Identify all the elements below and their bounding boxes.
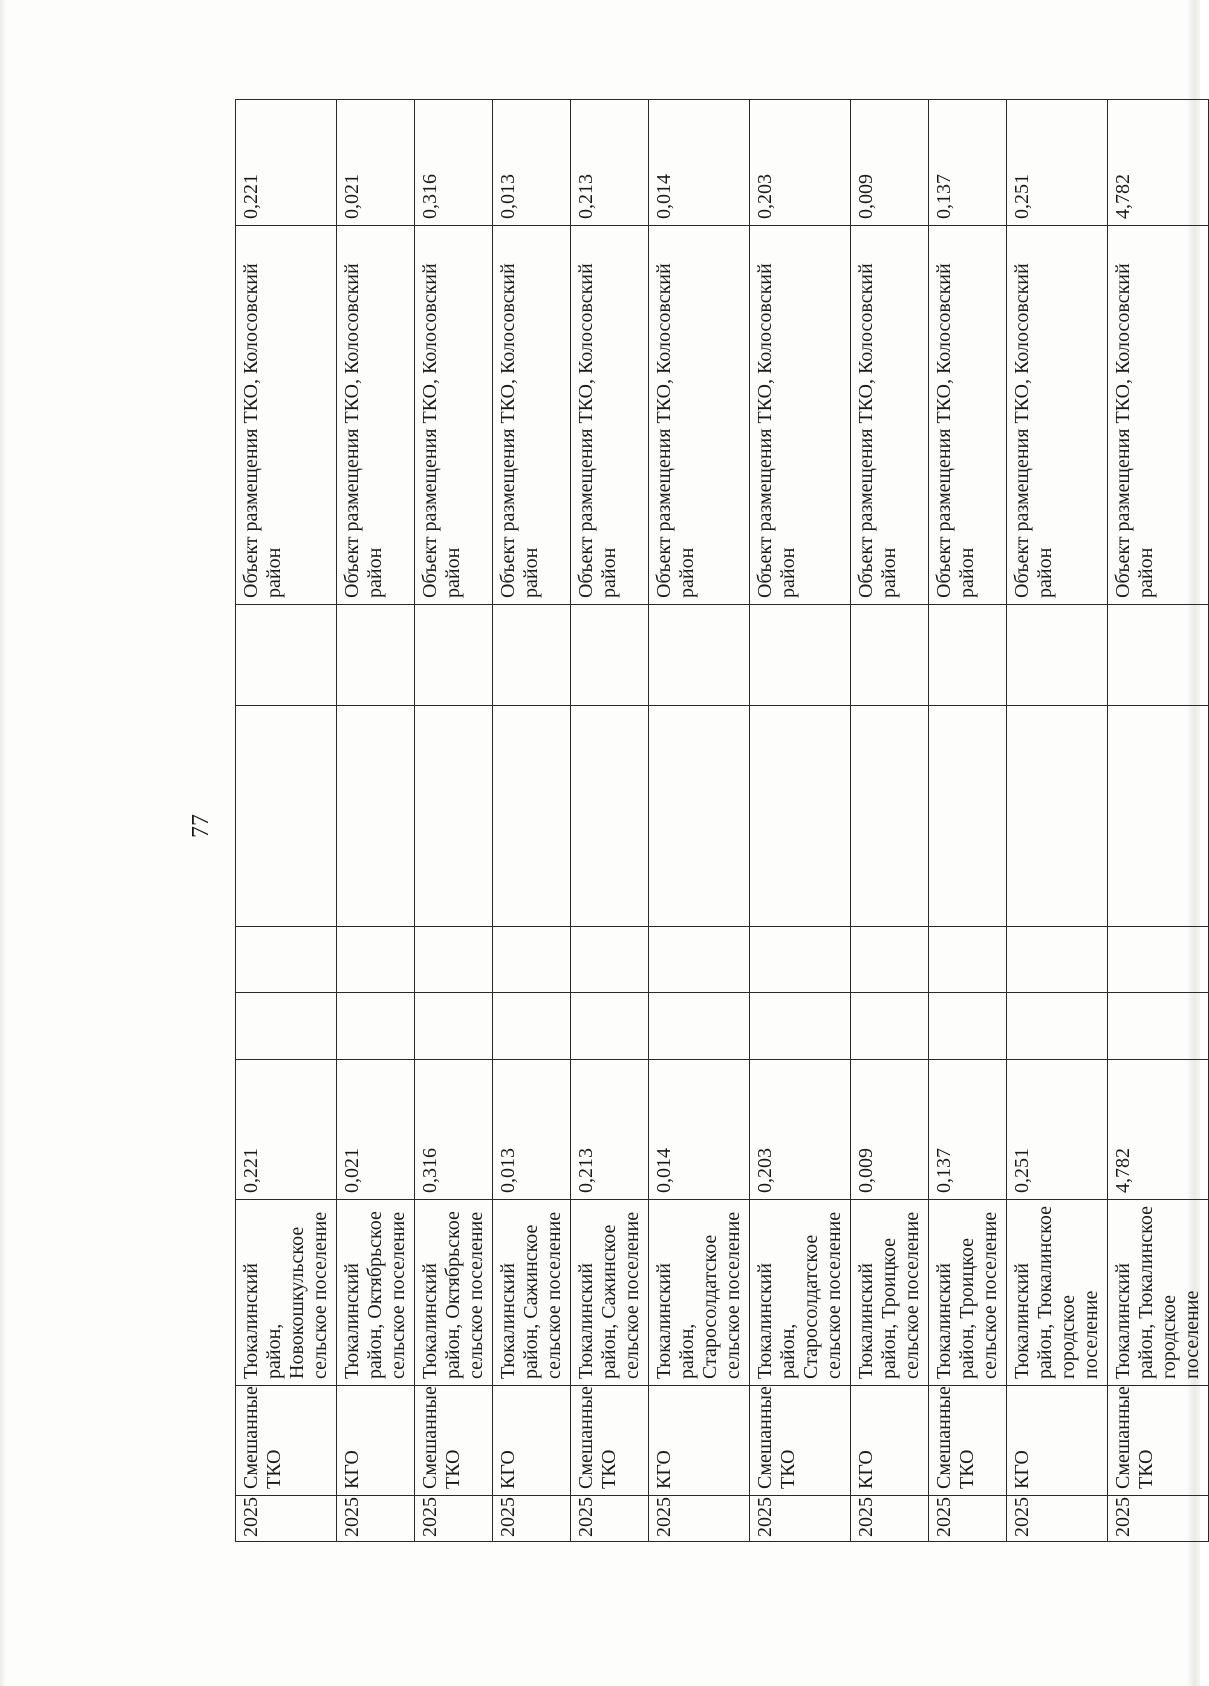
rotated-document	[135, 100, 1203, 1542]
waste-flow-table	[235, 99, 1209, 1542]
cell-empty	[1108, 993, 1209, 1060]
cell-destination: Объект размещения ТКО, Колосовский район	[851, 226, 929, 605]
cell-empty	[236, 605, 337, 706]
cell-empty	[649, 605, 750, 706]
cell-empty	[571, 927, 649, 993]
cell-empty	[851, 993, 929, 1060]
cell-amount-placed: 0,013	[493, 100, 571, 226]
cell-destination: Объект размещения ТКО, Колосовский район	[750, 226, 851, 605]
cell-amount: 0,221	[236, 1060, 337, 1200]
cell-empty	[929, 605, 1007, 706]
cell-amount: 0,009	[851, 1060, 929, 1200]
cell-amount-placed: 0,137	[929, 100, 1007, 226]
cell-amount-placed: 0,251	[1007, 100, 1108, 226]
cell-destination: Объект размещения ТКО, Колосовский район	[929, 226, 1007, 605]
cell-year: 2025	[851, 1496, 929, 1542]
cell-empty	[851, 706, 929, 927]
cell-waste-type: КГО	[649, 1386, 750, 1496]
cell-empty	[415, 706, 493, 927]
table-row	[1007, 100, 1108, 1542]
cell-empty	[649, 993, 750, 1060]
cell-year: 2025	[493, 1496, 571, 1542]
cell-destination: Объект размещения ТКО, Колосовский район	[337, 226, 415, 605]
table-row	[571, 100, 649, 1542]
cell-empty	[649, 706, 750, 927]
cell-empty	[493, 706, 571, 927]
table-body	[236, 100, 1209, 1542]
cell-empty	[1007, 993, 1108, 1060]
cell-empty	[649, 927, 750, 993]
cell-source: Тюкалинский район, Тюкалинское городское поселение	[1007, 1200, 1108, 1386]
cell-amount-placed: 0,021	[337, 100, 415, 226]
cell-destination: Объект размещения ТКО, Колосовский район	[493, 226, 571, 605]
cell-empty	[236, 927, 337, 993]
cell-waste-type: КГО	[337, 1386, 415, 1496]
cell-year: 2025	[929, 1496, 1007, 1542]
cell-empty	[337, 706, 415, 927]
cell-empty	[851, 927, 929, 993]
cell-year: 2025	[1108, 1496, 1209, 1542]
cell-amount: 0,203	[750, 1060, 851, 1200]
cell-amount-placed: 0,014	[649, 100, 750, 226]
cell-amount: 0,137	[929, 1060, 1007, 1200]
cell-empty	[750, 706, 851, 927]
cell-empty	[1007, 605, 1108, 706]
cell-amount-placed: 0,009	[851, 100, 929, 226]
cell-empty	[236, 706, 337, 927]
cell-empty	[929, 706, 1007, 927]
table-row	[851, 100, 929, 1542]
cell-year: 2025	[750, 1496, 851, 1542]
cell-waste-type: Смешанные ТКО	[236, 1386, 337, 1496]
table-row	[337, 100, 415, 1542]
table-row	[236, 100, 337, 1542]
cell-amount: 0,013	[493, 1060, 571, 1200]
cell-amount: 0,213	[571, 1060, 649, 1200]
cell-waste-type: КГО	[851, 1386, 929, 1496]
cell-source: Тюкалинский район, Троицкое сельское поселение	[851, 1200, 929, 1386]
cell-amount-placed: 0,221	[236, 100, 337, 226]
page-number: 77	[188, 814, 214, 838]
cell-source: Тюкалинский район, Старосолдатское сельское поселение	[750, 1200, 851, 1386]
cell-year: 2025	[415, 1496, 493, 1542]
cell-waste-type: Смешанные ТКО	[415, 1386, 493, 1496]
cell-destination: Объект размещения ТКО, Колосовский район	[236, 226, 337, 605]
cell-empty	[571, 993, 649, 1060]
cell-destination: Объект размещения ТКО, Колосовский район	[415, 226, 493, 605]
cell-empty	[750, 605, 851, 706]
cell-empty	[1108, 927, 1209, 993]
cell-destination: Объект размещения ТКО, Колосовский район	[1007, 226, 1108, 605]
cell-amount: 0,014	[649, 1060, 750, 1200]
cell-source: Тюкалинский район, Тюкалинское городское поселение	[1108, 1200, 1209, 1386]
cell-empty	[571, 706, 649, 927]
cell-year: 2025	[337, 1496, 415, 1542]
cell-empty	[1108, 706, 1209, 927]
cell-source: Тюкалинский район, Старосолдатское сельское поселение	[649, 1200, 750, 1386]
cell-waste-type: Смешанные ТКО	[750, 1386, 851, 1496]
scan-edge-left	[0, 0, 6, 1686]
cell-source: Тюкалинский район, Новокошкульское сельское поселение	[236, 1200, 337, 1386]
cell-empty	[929, 993, 1007, 1060]
cell-year: 2025	[236, 1496, 337, 1542]
cell-waste-type: Смешанные ТКО	[571, 1386, 649, 1496]
table-row	[493, 100, 571, 1542]
cell-empty	[851, 605, 929, 706]
cell-empty	[1007, 927, 1108, 993]
cell-empty	[415, 927, 493, 993]
cell-empty	[337, 605, 415, 706]
cell-destination: Объект размещения ТКО, Колосовский район	[571, 226, 649, 605]
cell-waste-type: Смешанные ТКО	[929, 1386, 1007, 1496]
cell-amount: 0,316	[415, 1060, 493, 1200]
cell-empty	[236, 993, 337, 1060]
cell-empty	[493, 605, 571, 706]
cell-amount-placed: 4,782	[1108, 100, 1209, 226]
table-row	[649, 100, 750, 1542]
cell-waste-type: КГО	[1007, 1386, 1108, 1496]
cell-source: Тюкалинский район, Октябрьское сельское поселение	[415, 1200, 493, 1386]
cell-empty	[493, 927, 571, 993]
cell-year: 2025	[571, 1496, 649, 1542]
cell-empty	[415, 993, 493, 1060]
cell-waste-type: КГО	[493, 1386, 571, 1496]
cell-year: 2025	[649, 1496, 750, 1542]
cell-amount-placed: 0,213	[571, 100, 649, 226]
table-row	[929, 100, 1007, 1542]
table-row	[750, 100, 851, 1542]
cell-amount: 0,251	[1007, 1060, 1108, 1200]
cell-amount: 4,782	[1108, 1060, 1209, 1200]
cell-empty	[750, 927, 851, 993]
cell-empty	[750, 993, 851, 1060]
cell-empty	[415, 605, 493, 706]
cell-waste-type: Смешанные ТКО	[1108, 1386, 1209, 1496]
cell-empty	[493, 993, 571, 1060]
cell-empty	[929, 927, 1007, 993]
cell-empty	[571, 605, 649, 706]
cell-empty	[337, 927, 415, 993]
cell-source: Тюкалинский район, Троицкое сельское поселение	[929, 1200, 1007, 1386]
cell-source: Тюкалинский район, Сажинское сельское поселение	[571, 1200, 649, 1386]
cell-destination: Объект размещения ТКО, Колосовский район	[1108, 226, 1209, 605]
cell-source: Тюкалинский район, Октябрьское сельское поселение	[337, 1200, 415, 1386]
cell-empty	[1108, 605, 1209, 706]
cell-destination: Объект размещения ТКО, Колосовский район	[649, 226, 750, 605]
table-row	[415, 100, 493, 1542]
cell-empty	[1007, 706, 1108, 927]
cell-source: Тюкалинский район, Сажинское сельское поселение	[493, 1200, 571, 1386]
cell-amount-placed: 0,203	[750, 100, 851, 226]
cell-amount: 0,021	[337, 1060, 415, 1200]
cell-amount-placed: 0,316	[415, 100, 493, 226]
table-row	[1108, 100, 1209, 1542]
cell-year: 2025	[1007, 1496, 1108, 1542]
cell-empty	[337, 993, 415, 1060]
